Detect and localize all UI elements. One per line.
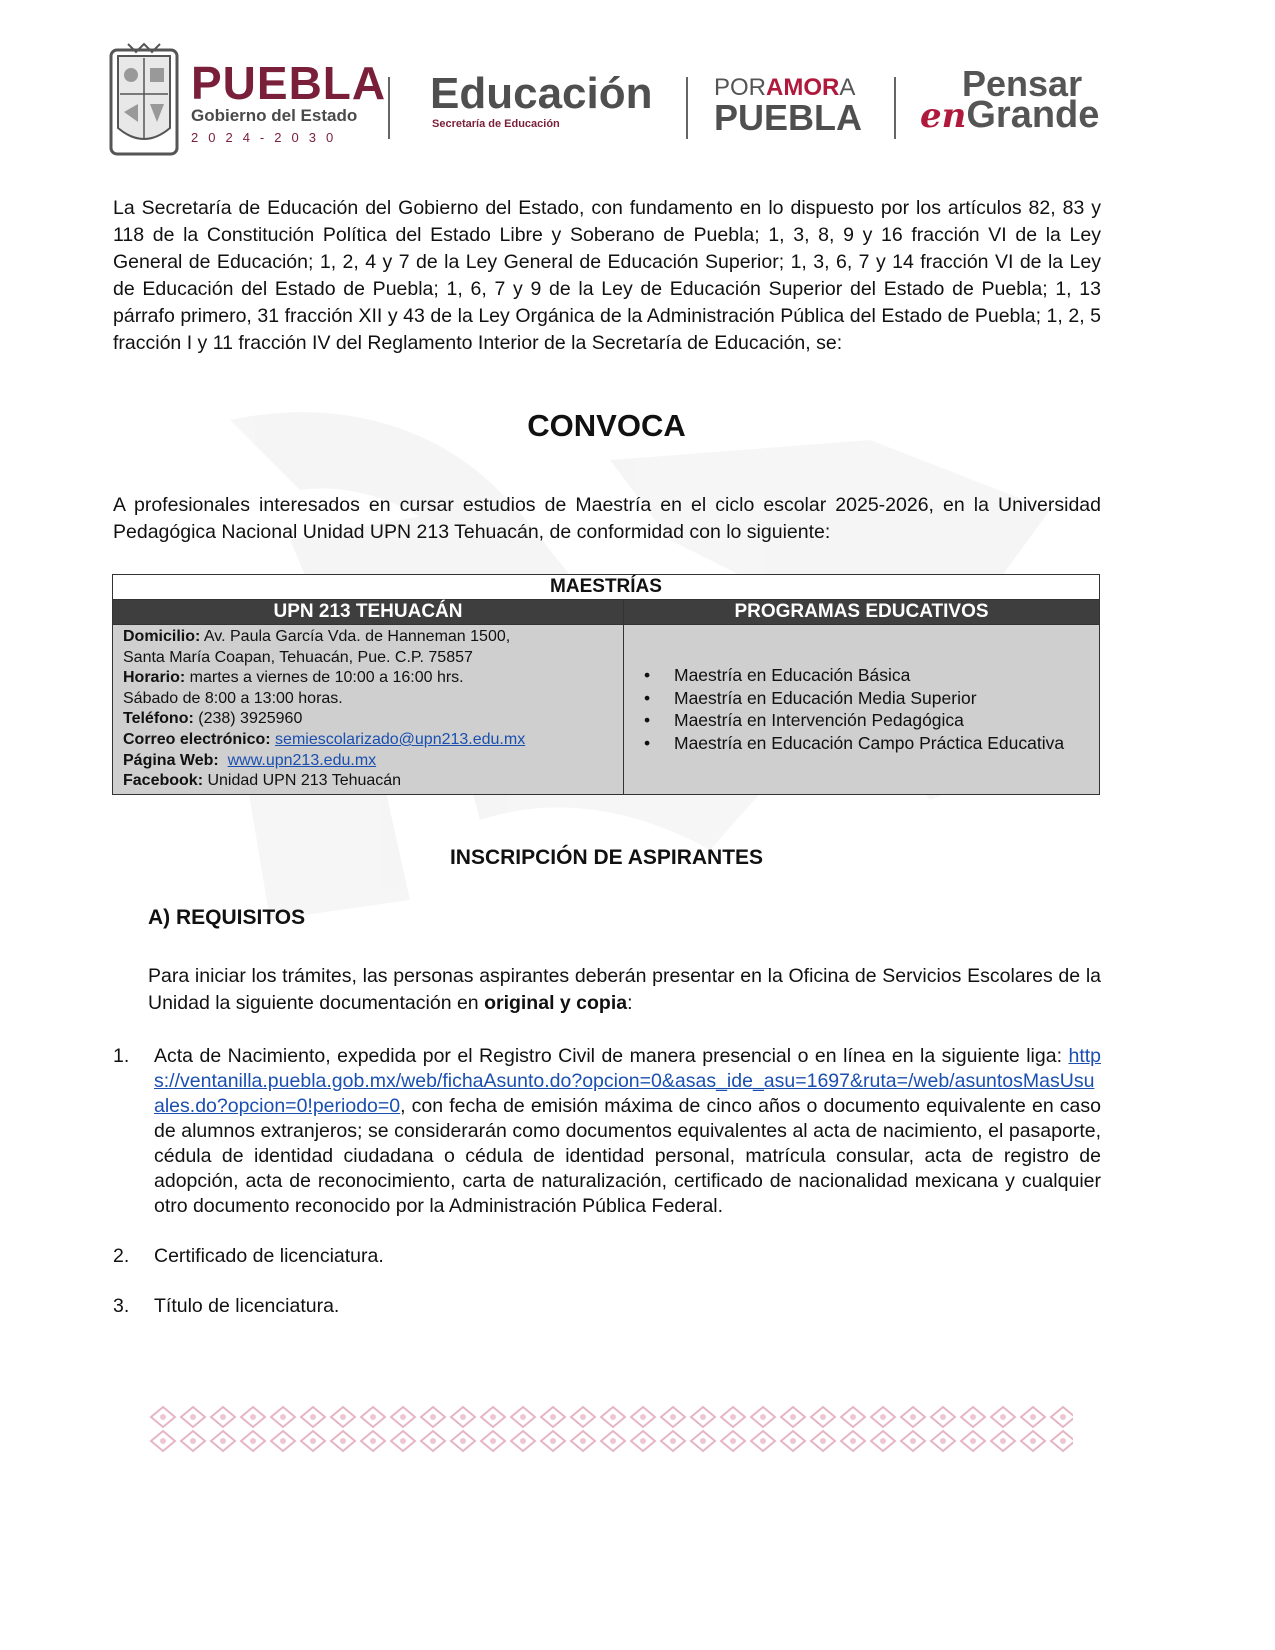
requirement-item — [113, 1294, 1101, 1319]
puebla-government-logo — [191, 57, 387, 148]
pensar-en-grande-logo — [920, 63, 1100, 136]
web-label: Página Web: — [123, 751, 219, 769]
logo-years: 2024-2030 — [191, 130, 344, 145]
requirements-heading: A) REQUISITOS — [148, 906, 306, 929]
telefono-value: (238) 3925960 — [193, 710, 303, 728]
requirement-text: Acta de Nacimiento, expedida por el Registro Civil de manera presencial o en línea en la siguiente liga: — [154, 1045, 1069, 1067]
telefono-line — [123, 709, 613, 730]
logo-puebla-name: PUEBLA — [191, 57, 387, 109]
logo-government-label: Gobierno del Estado — [191, 106, 358, 125]
requirement-number: 1. — [113, 1045, 130, 1067]
requirement-number: 3. — [113, 1295, 130, 1317]
program-item: • Maestría en Educación Campo Práctica Educativa — [636, 732, 1089, 755]
telefono-label: Teléfono: — [123, 710, 194, 728]
logo-education-name: Educación — [430, 69, 653, 118]
horario-label: Horario: — [123, 669, 186, 687]
section-heading: INSCRIPCIÓN DE ASPIRANTES — [449, 846, 764, 869]
horario-value: martes a viernes de 10:00 a 16:00 hrs. — [185, 669, 464, 687]
education-logo — [430, 69, 653, 130]
facebook-line — [123, 771, 613, 792]
facebook-value: Unidad UPN 213 Tehuacán — [203, 772, 402, 790]
requirement-text: Certificado de licenciatura. — [154, 1245, 384, 1267]
requirements-intro-text: Para iniciar los trámites, las personas aspirantes deberán presentar en la Oficina de Servicios Escolares de la Unidad la siguiente documentación en — [148, 965, 1101, 1014]
coat-of-arms-logo — [108, 42, 180, 160]
logo-en: en — [920, 96, 967, 136]
programs-list — [636, 664, 1089, 754]
requirements-intro-end: : — [627, 992, 633, 1014]
table-header-programs: PROGRAMAS EDUCATIVOS — [624, 600, 1100, 625]
header-divider — [894, 77, 896, 139]
requirements-list — [113, 1044, 1101, 1344]
correo-line — [123, 730, 613, 751]
program-item: • Maestría en Intervención Pedagógica — [636, 709, 1089, 732]
domicilio-value: Av. Paula García Vda. de Hanneman 1500, — [200, 628, 511, 645]
horario-line — [123, 668, 613, 689]
correo-label: Correo electrónico: — [123, 730, 271, 748]
registry-link[interactable]: https://ventanilla.puebla.gob.mx/web/fichaAsunto.do?opcion=0&asas_ide_asu=1697&ruta=/web/asuntosMasUsuales.do?opcion=0!periodo=0 — [154, 1045, 1101, 1117]
logo-education-subtitle: Secretaría de Educación — [432, 118, 560, 130]
campus-info-cell — [113, 625, 624, 795]
program-item: • Maestría en Educación Media Superior — [636, 687, 1089, 710]
requirement-item — [113, 1044, 1101, 1219]
logo-a: A — [839, 74, 856, 101]
convocation-paragraph: A profesionales interesados en cursar estudios de Maestría en el ciclo escolar 2025-2026, en la Universidad Pedagógica Nacional Unidad UPN 213 Tehuacán, de conformidad con lo siguiente: — [113, 494, 1101, 543]
intro-paragraph: La Secretaría de Educación del Gobierno del Estado, con fundamento en lo dispuesto por los artículos 82, 83 y 118 de la Constitución Política del Estado Libre y Soberano de Puebla; 1, 3, 8, 9 y 16 fracción VI de la Ley General de Educación; 1, 2, 4 y 7 de la Ley General de Educación Superior; 1, 3, 6, 7 y 14 fracción VI de la Ley de Educación del Estado de Puebla; 1, 6, 7 y 9 de la Ley de Educación Superior del Estado de Puebla; 1, 13 párrafo primero, 31 fracción XII y 43 de la Ley Orgánica de la Administración Pública del Estado de Puebla; 1, 2, 5 fracción I y 11 fracción IV del Reglamento Interior de la Secretaría de Educación, se: — [113, 197, 1101, 354]
header-divider — [388, 77, 390, 139]
web-line — [123, 751, 613, 772]
requirement-item — [113, 1244, 1101, 1269]
requirements-intro-bold: original y copia — [484, 992, 628, 1014]
requirement-text: Título de licenciatura. — [154, 1295, 340, 1317]
table-header-campus: UPN 213 TEHUACÁN — [113, 600, 624, 625]
horario-line-2: Sábado de 8:00 a 13:00 horas. — [123, 689, 343, 707]
website-link[interactable]: www.upn213.edu.mx — [227, 751, 377, 769]
domicilio-label: Domicilio: — [123, 628, 201, 645]
facebook-label: Facebook: — [123, 772, 204, 790]
header-divider — [686, 77, 688, 139]
masters-table — [112, 574, 1100, 795]
requirement-text-continued: , con fecha de emisión máxima de cinco años o documento equivalente en caso de alumnos extranjeros; se considerarán como documentos equivalentes al acta de nacimiento, el pasaporte, cédula de identidad ciudadana o cédula de identidad personal, matrícula consular, acta de registro de adopción, acta de reconocimiento, carta de naturalización, certificado de nacionalidad mexicana y cualquier otro documento reconocido por la Administración Pública Federal. — [154, 1095, 1101, 1217]
logo-grande: Grande — [966, 94, 1100, 136]
convoca-heading: CONVOCA — [527, 408, 686, 443]
email-link[interactable]: semiescolarizado@upn213.edu.mx — [275, 730, 526, 748]
logo-pensar: Pensar — [962, 63, 1083, 104]
por-amor-a-puebla-logo — [714, 76, 862, 136]
requirement-number: 2. — [113, 1245, 130, 1267]
domicilio-line — [123, 627, 613, 648]
programs-cell — [624, 625, 1100, 795]
logo-por: POR — [714, 74, 767, 101]
domicilio-line-2: Santa María Coapan, Tehuacán, Pue. C.P. 75857 — [123, 648, 473, 666]
footer-decorative-pattern — [148, 1405, 1073, 1453]
logo-amor: AMOR — [766, 74, 840, 101]
page-header — [108, 42, 1168, 162]
program-item: • Maestría en Educación Básica — [636, 664, 1089, 687]
logo-amor-puebla: PUEBLA — [714, 97, 863, 138]
table-title: MAESTRÍAS — [113, 575, 1100, 600]
requirements-intro — [148, 963, 1101, 1017]
